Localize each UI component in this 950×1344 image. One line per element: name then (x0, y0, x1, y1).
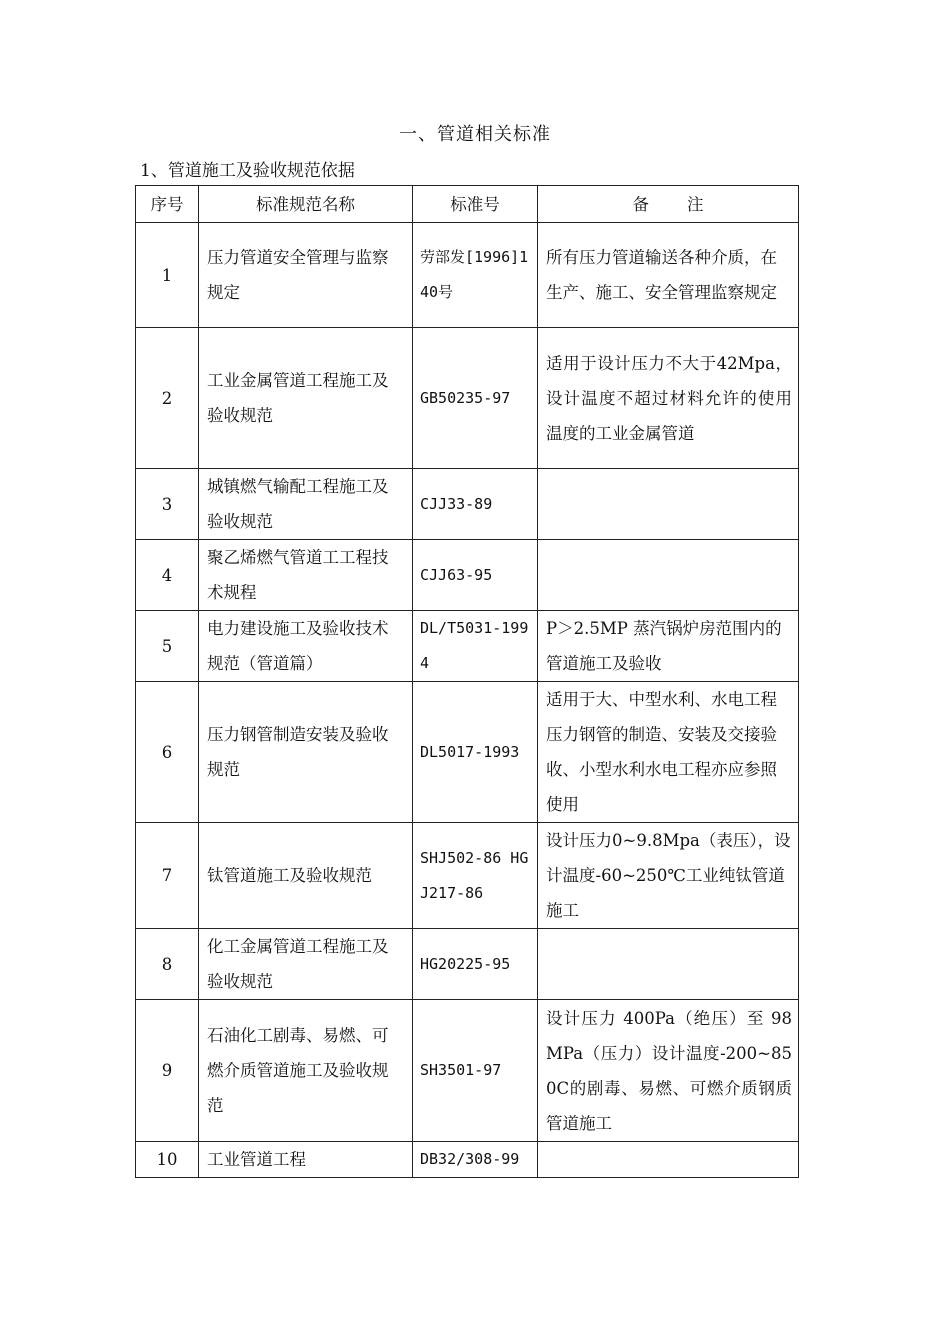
row-seq: 9 (136, 1000, 199, 1142)
page-title: 一、管道相关标准 (399, 124, 551, 145)
row-code: DL/T5031-1994 (413, 611, 538, 682)
header-code: 标准号 (413, 186, 538, 223)
row-note (538, 1142, 799, 1178)
row-note (538, 469, 799, 540)
row-code: DB32/308-99 (413, 1142, 538, 1178)
table-row (136, 540, 799, 611)
header-note-left: 备 (632, 194, 649, 214)
table-header-row (136, 186, 799, 223)
row-code: HG20225-95 (413, 929, 538, 1000)
row-code: DL5017-1993 (413, 682, 538, 823)
row-seq: 4 (136, 540, 199, 611)
row-code: GB50235-97 (413, 328, 538, 469)
row-name: 工业金属管道工程施工及验收规范 (199, 328, 413, 469)
table-row (136, 328, 799, 469)
row-name: 化工金属管道工程施工及验收规范 (199, 929, 413, 1000)
section-heading: 1、管道施工及验收规范依据 (140, 161, 355, 181)
header-note (538, 186, 799, 223)
header-note-right: 注 (687, 194, 704, 214)
row-name: 电力建设施工及验收技术规范（管道篇） (199, 611, 413, 682)
row-code: 劳部发[1996]140号 (413, 223, 538, 328)
row-seq: 6 (136, 682, 199, 823)
table-row (136, 1142, 799, 1178)
row-code: SHJ502-86 HGJ217-86 (413, 823, 538, 929)
row-name: 钛管道施工及验收规范 (199, 823, 413, 929)
table-row (136, 823, 799, 929)
row-seq: 10 (136, 1142, 199, 1178)
row-note: 设计压力 400Pa（绝压）至 98MPa（压力）设计温度-200~850C的剧毒、易燃、可燃介质钢质管道施工 (538, 1000, 799, 1142)
table-row (136, 1000, 799, 1142)
row-seq: 1 (136, 223, 199, 328)
row-note: 适用于设计压力不大于42Mpa，设计温度不超过材料允许的使用温度的工业金属管道 (538, 328, 799, 469)
row-code: CJJ33-89 (413, 469, 538, 540)
row-note: 所有压力管道输送各种介质，在生产、施工、安全管理监察规定 (538, 223, 799, 328)
row-name: 聚乙烯燃气管道工工程技术规程 (199, 540, 413, 611)
row-name: 压力钢管制造安装及验收规范 (199, 682, 413, 823)
row-seq: 5 (136, 611, 199, 682)
row-note: 设计压力0~9.8Mpa（表压），设计温度-60~250℃工业纯钛管道施工 (538, 823, 799, 929)
row-seq: 8 (136, 929, 199, 1000)
row-name: 石油化工剧毒、易燃、可燃介质管道施工及验收规范 (199, 1000, 413, 1142)
table-row (136, 469, 799, 540)
row-note (538, 929, 799, 1000)
row-seq: 3 (136, 469, 199, 540)
row-code: SH3501-97 (413, 1000, 538, 1142)
standards-table (135, 185, 799, 1178)
table-row (136, 611, 799, 682)
table-row (136, 223, 799, 328)
header-name: 标准规范名称 (199, 186, 413, 223)
row-note: 适用于大、中型水利、水电工程压力钢管的制造、安装及交接验收、小型水利水电工程亦应参照使用 (538, 682, 799, 823)
row-name: 工业管道工程 (199, 1142, 413, 1178)
table-row (136, 929, 799, 1000)
row-code: CJJ63-95 (413, 540, 538, 611)
table-row (136, 682, 799, 823)
row-name: 压力管道安全管理与监察规定 (199, 223, 413, 328)
row-name: 城镇燃气输配工程施工及验收规范 (199, 469, 413, 540)
row-note (538, 540, 799, 611)
header-seq: 序号 (136, 186, 199, 223)
row-seq: 7 (136, 823, 199, 929)
row-note: P＞2.5MP 蒸汽锅炉房范围内的管道施工及验收 (538, 611, 799, 682)
row-seq: 2 (136, 328, 199, 469)
